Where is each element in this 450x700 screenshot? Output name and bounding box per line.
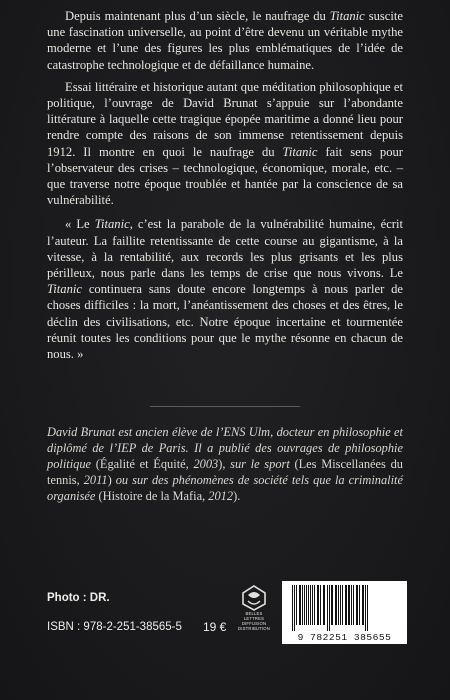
barcode-bar (292, 585, 293, 631)
author-bio: David Brunat est ancien élève de l’ENS Ulm, docteur en philosophie et diplômé de l’IEP de Paris. Il a publié des ouvrages de philosophie politique (Égalité et Équité, 2003), sur le sport (Les Miscellanées du tennis, 2011) ou sur des phénomènes de société tels que la criminalité organisée (Histoire de la Mafia, 2012). (47, 425, 403, 503)
barcode-bar (353, 585, 354, 625)
barcode-bars (282, 581, 407, 633)
barcode (282, 581, 407, 644)
barcode-bar (327, 585, 328, 631)
photo-credit: Photo : DR. (47, 592, 110, 604)
barcode-bar (340, 585, 341, 625)
barcode-bar (367, 585, 368, 631)
barcode-bar (329, 585, 330, 631)
barcode-bar (359, 585, 360, 625)
barcode-bar (320, 585, 321, 625)
barcode-bar (308, 585, 309, 625)
barcode-bar (345, 585, 347, 625)
barcode-bar (342, 585, 343, 625)
publisher-logo (238, 585, 270, 633)
barcode-bar (351, 585, 352, 625)
barcode-bar (310, 585, 311, 625)
barcode-bar (335, 585, 337, 625)
barcode-bar (323, 585, 325, 625)
separator-line (150, 406, 300, 407)
publisher-emblem-icon (241, 585, 267, 611)
barcode-bar (348, 585, 350, 625)
barcode-bar (338, 585, 339, 625)
logo-line-1: BELLES LETTRES (243, 611, 265, 621)
price: 19 € (203, 620, 227, 634)
barcode-bar (331, 585, 333, 625)
barcode-bar (312, 585, 313, 625)
barcode-bar (299, 585, 301, 625)
barcode-digits: 9 782251 385655 (297, 632, 392, 643)
author-quote: « Le Titanic, c’est la parabole de la vulnérabilité humaine, écrit l’auteur. La faillite retentissante de cette course au gigantisme, à la vitesse, à la rentabilité, aux records les plus grisants et les plus périlleux, nous parle dans les temps de crise que nous vivons. Le Titanic continuera sans doute encore longtemps à nous parler de choses difficiles : la mort, l’anéantissement des choses et des êtres, le déclin des civilisations, etc. Notre époque incertaine et tourmentée réunit toutes les conditions pour que le mythe résonne en chacun de nous. » (47, 217, 403, 362)
barcode-bar (356, 585, 358, 625)
blurb-paragraph-2: Essai littéraire et historique autant que méditation philosophique et politique, l’ouvrage de David Brunat s’appuie sur l’abondante littérature à laquelle cette tragique épopée maritime a donné lieu pour rendre compte des raisons de son immense retentissement depuis 1912. Il montre en quoi le naufrage du Titanic fait sens pour l’observateur des crises – technologique, économique, morale, etc. – que traverse notre époque troublée et hantée par la conscience de sa vulnérabilité. (47, 79, 403, 208)
barcode-bar (294, 585, 295, 631)
barcode-bar (362, 585, 364, 625)
barcode-bar (317, 585, 319, 625)
barcode-bar (314, 585, 315, 625)
barcode-bar (302, 585, 303, 625)
barcode-bar (365, 585, 366, 631)
logo-line-2: DIFFUSION (241, 621, 267, 626)
logo-line-3: DISTRIBUTION (238, 626, 270, 631)
blurb-text (47, 8, 403, 368)
barcode-bar (304, 585, 305, 625)
isbn: ISBN : 978-2-251-38565-5 (47, 621, 182, 633)
barcode-bar (306, 585, 307, 625)
blurb-paragraph-1: Depuis maintenant plus d’un siècle, le naufrage du Titanic suscite une fascination universelle, au point d’être devenu un véritable mythe moderne et l’une des figures les plus emblématiques de l’idée de catastrophe technologique et de défaillance humaine. (47, 9, 403, 72)
barcode-bar (296, 585, 297, 625)
